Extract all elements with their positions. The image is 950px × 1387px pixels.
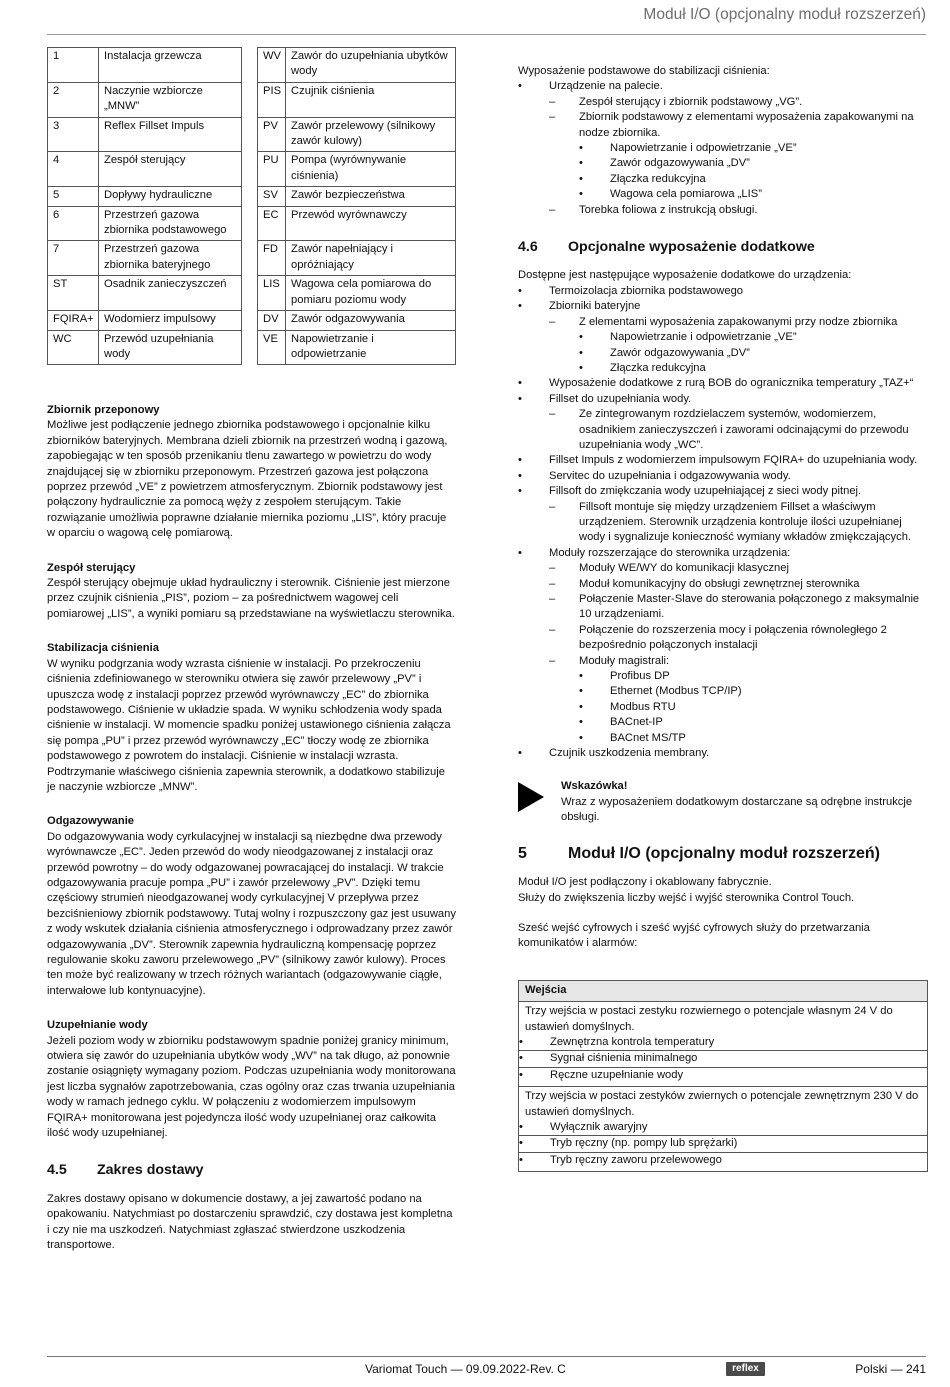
optional-equipment-list — [518, 284, 928, 762]
legend-key: PV — [258, 117, 286, 152]
list-item — [518, 546, 928, 746]
legend-key: VE — [258, 330, 286, 365]
list-item: • Napowietrzanie i odpowietrzanie „VE” — [579, 141, 928, 156]
legend-table-right — [257, 47, 456, 365]
list-item: • Czujnik uszkodzenia membrany. — [518, 746, 928, 761]
list-item — [518, 392, 928, 454]
legend-value: Przewód wyrównawczy — [286, 206, 456, 241]
inputs-table — [518, 980, 928, 1172]
list-item — [549, 110, 928, 202]
legend-row — [48, 82, 242, 117]
heading-number: 5 — [518, 844, 527, 862]
list-item: • Ręczne uzupełnianie wody — [519, 1067, 927, 1083]
legend-value: Reflex Fillset Impuls — [99, 117, 242, 152]
heading-number: 4.6 — [518, 239, 538, 256]
list-item — [518, 484, 928, 546]
list-item-text: Z elementami wyposażenia zapakowanymi przy nodze zbiornika — [579, 315, 898, 328]
legend-row — [48, 276, 242, 311]
inputs-group-text: Trzy wejścia w postaci zestyków zwiernych o potencjale zewnętrznym 230 V do ustawień domyślnych. — [525, 1090, 919, 1118]
legend-key: WC — [48, 330, 99, 365]
legend-key: PU — [258, 152, 286, 187]
list-item — [549, 315, 928, 377]
legend-value: Osadnik zanieczyszczeń — [99, 276, 242, 311]
section-text: Jeżeli poziom wody w zbiorniku podstawowym spadnie poniżej granicy minimum, otwiera się zawór do uzupełniania ubytków wody „WV” na tak długo, aż ponownie zostanie osiągnięty wymagany poziom. Podczas uzupełniania wody monitorowana jest liczba sygnałów zapotrzebowania, czas ogólny oraz czas trwania uzupełniania wody w ramach jednego cyklu. W połączeniu z wodomierzem impulsowym FQIRA+ monitorowana jest pojedyncza ilość wody uzupełnianej oraz całkowita ilość wody uzupełnianej. — [47, 1034, 456, 1140]
footer-page-number: Polski — 241 — [855, 1362, 926, 1376]
section-heading: Zbiornik przeponowy — [47, 404, 160, 416]
legend-value: Wodomierz impulsowy — [99, 311, 242, 330]
legend-value: Zawór odgazowywania — [286, 311, 456, 330]
list-item-text: Fillset do uzupełniania wody. — [549, 392, 692, 405]
list-item: • Servitec do uzupełniania i odgazowywania wody. — [518, 469, 928, 484]
legend-row — [258, 187, 456, 206]
left-column — [47, 47, 456, 1254]
list-item: – Ze zintegrowanym rozdzielaczem systemów, wodomierzem, osadnikiem zanieczyszczeń i zaworami odcinającymi do przewodu uzupełniania wody „WC”. — [549, 407, 928, 453]
list-item-text: Moduły magistrali: — [579, 654, 670, 667]
list-item: • Złączka redukcyjna — [579, 361, 928, 376]
list-item: • Wagowa cela pomiarowa „LIS” — [579, 187, 928, 202]
legend-key: DV — [258, 311, 286, 330]
list-item: • Zewnętrzna kontrola temperatury — [519, 1035, 927, 1050]
header-rule — [47, 34, 926, 35]
legend-tables — [47, 47, 456, 395]
list-item: • Tryb ręczny (np. pompy lub sprężarki) — [519, 1135, 927, 1151]
heading-title: Moduł I/O (opcjonalny moduł rozszerzeń) — [568, 844, 881, 862]
heading-5 — [518, 846, 928, 861]
inputs-table-header: Wejścia — [519, 980, 928, 1001]
brand-logo: reflex — [726, 1362, 765, 1376]
list-item: – Połączenie do rozszerzenia mocy i połączenia równoległego 2 bezpośrednio połączonych instalacji — [549, 623, 928, 654]
list-item: • Wyposażenie dodatkowe z rurą BOB do ogranicznika temperatury „TAZ+“ — [518, 376, 928, 391]
heading-title: Zakres dostawy — [97, 1162, 204, 1179]
section-text: Zakres dostawy opisano w dokumencie dostawy, a jej zawartość podano na opakowaniu. Natychmiast po dostarczeniu sprawdzić, czy dostawa jest kompletna i czy nie ma uszkodzeń. Natychmiast zgłaszać stwierdzone uszkodzenia transportowe. — [47, 1192, 453, 1252]
list-item-text: Urządzenie na palecie. — [549, 80, 663, 93]
legend-value: Zespół sterujący — [99, 152, 242, 187]
list-item: • Złączka redukcyjna — [579, 172, 928, 187]
list-item: • Fillset Impuls z wodomierzem impulsowym FQIRA+ do uzupełniania wody. — [518, 453, 928, 468]
list-item-text: Moduły rozszerzające do sterownika urządzenia: — [549, 546, 791, 559]
list-item: • Zawór odgazowywania „DV” — [579, 346, 928, 361]
section-heading: Zespół sterujący — [47, 561, 136, 574]
list-item-text: Zbiorniki bateryjne — [549, 300, 641, 313]
legend-key: PIS — [258, 82, 286, 117]
legend-row — [258, 117, 456, 152]
list-item: – Fillsoft montuje się między urządzeniem Fillset a właściwym urządzeniem. Sterownik urządzenia kontroluje ilości uzupełnianej wody i sygnalizuje konieczność wymiany wkładów zmiękczających. — [549, 500, 928, 546]
legend-row — [48, 117, 242, 152]
legend-value: Zawór do uzupełniania ubytków wody — [286, 48, 456, 83]
legend-value: Napowietrzanie i odpowietrzanie — [286, 330, 456, 365]
list-item: • Ethernet (Modbus TCP/IP) — [579, 684, 928, 699]
paragraph: Moduł I/O jest podłączony i okablowany fabrycznie. — [518, 876, 772, 889]
section-heading: Stabilizacja ciśnienia — [47, 642, 159, 655]
legend-value: Przewód uzupełniania wody — [99, 330, 242, 365]
paragraph: Służy do zwiększenia liczby wejść i wyjść sterownika Control Touch. — [518, 891, 855, 904]
section-text: W wyniku podgrzania wody wzrasta ciśnienie w instalacji. Po przekroczeniu ciśnienia zdefiniowanego w sterowniku otwiera się zawór przelewowy „PV” i upuszcza wodę z instalacji poprzez przewód wyrównawczy „EC” do zbiornika podstawowego. Ciśnienie w układzie spada. W wyniku schłodzenia wody spada ciśnienie w instalacji. W momencie spadku poniżej ustawionego ciśnienia załącza się pompa „PU” i przez przewód wyrównawczy „EC” tłoczy wodę ze zbiornika podstawowego z powrotem do instalacji. Ciśnienie w instalacji wzrasta. Podtrzymanie właściwego ciśnienia zapewnia sterownik, a dodatkowo stabilizuje je naczynie wzbiorcze „MNW”. — [47, 657, 451, 793]
heading-4-5 — [47, 1163, 456, 1178]
legend-key: SV — [258, 187, 286, 206]
legend-value: Naczynie wzbiorcze „MNW” — [99, 82, 242, 117]
legend-value: Czujnik ciśnienia — [286, 82, 456, 117]
legend-row — [48, 311, 242, 330]
legend-value: Pompa (wyrównywanie ciśnienia) — [286, 152, 456, 187]
standard-equipment-list — [518, 79, 928, 218]
list-item — [518, 79, 928, 218]
legend-row — [258, 48, 456, 83]
list-item: – Zespół sterujący i zbiornik podstawowy „VG”. — [549, 95, 928, 110]
section-text: Do odgazowywania wody cyrkulacyjnej w instalacji są niezbędne dwa przewody wyrównawcze „EC”. Jeden przewód do wody nieodgazowanej z instalacji oraz przewód powrotny – do wody odgazowanej powracającej do instalacji. W trakcie odgazowywania pracuje pompa „PU” i zawór przelewowy „PV”. Dzięki temu częściowy strumień nieodgazowanej wody cyrkulacyjnej V przepływa przez bezciśnieniowy zbiornik podstawowy. Tutaj wolny i rozpuszczony gaz jest usuwany z wody wskutek działania ciśnienia atmosferycznego i odprowadzany przez zawór odgazowywania „DV”. Sterownik zapewnia hydrauliczną kompensację poprzez regulowanie skoku zaworu przelewowego „PV” (silnikowy zawór kulowy). Proces ten może być realizowany w trzech różnych wariantach (odgazowywanie ciągłe, interwałowe lub kontynuacyjne). — [47, 830, 456, 997]
list-item: • BACnet MS/TP — [579, 731, 928, 746]
right-column — [518, 64, 928, 1172]
list-item-text: Fillsoft do zmiękczania wody uzupełniającej z sieci wody pitnej. — [549, 485, 862, 498]
legend-row — [258, 311, 456, 330]
list-item: – Połączenie Master-Slave do sterowania połączonego z maksymalnie 10 urządzeniami. — [549, 592, 928, 623]
legend-row — [48, 330, 242, 365]
legend-key: FD — [258, 241, 286, 276]
heading-number: 4.5 — [47, 1162, 67, 1179]
legend-key: ST — [48, 276, 99, 311]
legend-value: Przestrzeń gazowa zbiornika bateryjnego — [99, 241, 242, 276]
list-item: – Moduły WE/WY do komunikacji klasycznej — [549, 561, 928, 576]
legend-value: Zawór przelewowy (silnikowy zawór kulowy) — [286, 117, 456, 152]
legend-row — [258, 330, 456, 365]
legend-key: WV — [258, 48, 286, 83]
heading-4-6 — [518, 240, 928, 255]
list-item — [518, 299, 928, 376]
legend-row — [258, 206, 456, 241]
legend-key: 1 — [48, 48, 99, 83]
footer-rule — [47, 1356, 926, 1357]
inputs-group — [519, 1087, 928, 1172]
legend-value: Instalacja grzewcza — [99, 48, 242, 83]
list-item — [549, 654, 928, 746]
legend-value: Wagowa cela pomiarowa do pomiaru poziomu wody — [286, 276, 456, 311]
list-item: • Sygnał ciśnienia minimalnego — [519, 1050, 927, 1066]
legend-key: EC — [258, 206, 286, 241]
legend-row — [258, 152, 456, 187]
legend-key: 4 — [48, 152, 99, 187]
section-text: Możliwe jest podłączenie jednego zbiornika podstawowego i opcjonalnie kilku zbiorników bateryjnych. Membrana dzieli zbiornik na przestrzeń wodną i gazową, zapobiegając w ten sposób przenikaniu tlenu zawartego w powietrzu do wody znajdującej się w zbiorniku przeponowym. Przestrzeń gazowa jest połączona poprzez przewód „VE” z powietrzem atmosferycznym. Zbiornik podstawowy jest połączony hydraulicznie za pomocą węży z zespołem sterującym. Takie rozwiązanie umożliwia poprawne działanie miernika poziomu „LIS”, który pracuje w oparciu o wagową celę pomiarową. — [47, 419, 448, 540]
list-item: • Wyłącznik awaryjny — [519, 1120, 927, 1135]
legend-row — [258, 241, 456, 276]
legend-value: Zawór napełniający i opróżniający — [286, 241, 456, 276]
legend-key: FQIRA+ — [48, 311, 99, 330]
legend-key: 6 — [48, 206, 99, 241]
section-heading: Odgazowywanie — [47, 815, 135, 828]
standard-equipment-intro: Wyposażenie podstawowe do stabilizacji ciśnienia: — [518, 65, 770, 77]
list-item: • Zawór odgazowywania „DV” — [579, 156, 928, 171]
section-heading: Uzupełnianie wody — [47, 1019, 148, 1032]
note-title: Wskazówka! — [560, 780, 628, 793]
page-header-title: Moduł I/O (opcjonalny moduł rozszerzeń) — [643, 6, 926, 23]
legend-key: 7 — [48, 241, 99, 276]
note-arrow-icon — [518, 779, 561, 825]
legend-row — [48, 206, 242, 241]
legend-row — [48, 187, 242, 206]
list-item: – Torebka foliowa z instrukcją obsługi. — [549, 203, 928, 218]
legend-value: Przestrzeń gazowa zbiornika podstawowego — [99, 206, 242, 241]
legend-key: LIS — [258, 276, 286, 311]
list-item: • Profibus DP — [579, 669, 928, 684]
list-item: • BACnet-IP — [579, 715, 928, 730]
inputs-group — [519, 1002, 928, 1087]
legend-value: Dopływy hydrauliczne — [99, 187, 242, 206]
legend-value: Zawór bezpieczeństwa — [286, 187, 456, 206]
optional-equipment-intro: Dostępne jest następujące wyposażenie dodatkowe do urządzenia: — [518, 269, 852, 282]
legend-row — [48, 241, 242, 276]
paragraph: Sześć wejść cyfrowych i sześć wyjść cyfrowych służy do przetwarzania komunikatów i alarmów: — [518, 921, 870, 950]
legend-key: 2 — [48, 82, 99, 117]
list-item: • Napowietrzanie i odpowietrzanie „VE” — [579, 330, 928, 345]
section-text: Zespół sterujący obejmuje układ hydrauliczny i sterownik. Ciśnienie jest mierzone przez czujnik ciśnienia „PIS”, poziom – za pośrednictwem wagowej celi pomiarowej „LIS”, a wyniki pomiaru są przedstawiane na wyświetlaczu sterownika. — [47, 577, 455, 620]
legend-row — [258, 276, 456, 311]
note-text: Wraz z wyposażeniem dodatkowym dostarczane są odrębne instrukcje obsługi. — [560, 795, 913, 824]
heading-title: Opcjonalne wyposażenie dodatkowe — [568, 239, 815, 256]
note-box — [518, 779, 928, 825]
legend-key: 3 — [48, 117, 99, 152]
list-item: • Termoizolacja zbiornika podstawowego — [518, 284, 928, 299]
footer-document-info: Variomat Touch — 09.09.2022-Rev. C — [365, 1362, 566, 1376]
legend-row — [48, 48, 242, 83]
legend-table-left — [47, 47, 242, 365]
inputs-group-text: Trzy wejścia w postaci zestyku rozwiernego o potencjale własnym 24 V do ustawień domyślnych. — [525, 1005, 893, 1033]
list-item: – Moduł komunikacyjny do obsługi zewnętrznej sterownika — [549, 577, 928, 592]
legend-key: 5 — [48, 187, 99, 206]
legend-row — [48, 152, 242, 187]
list-item: • Modbus RTU — [579, 700, 928, 715]
legend-row — [258, 82, 456, 117]
list-item-text: Zbiornik podstawowy z elementami wyposażenia zapakowanymi na nodze zbiornika. — [579, 111, 914, 139]
list-item: • Tryb ręczny zaworu przelewowego — [519, 1152, 927, 1168]
